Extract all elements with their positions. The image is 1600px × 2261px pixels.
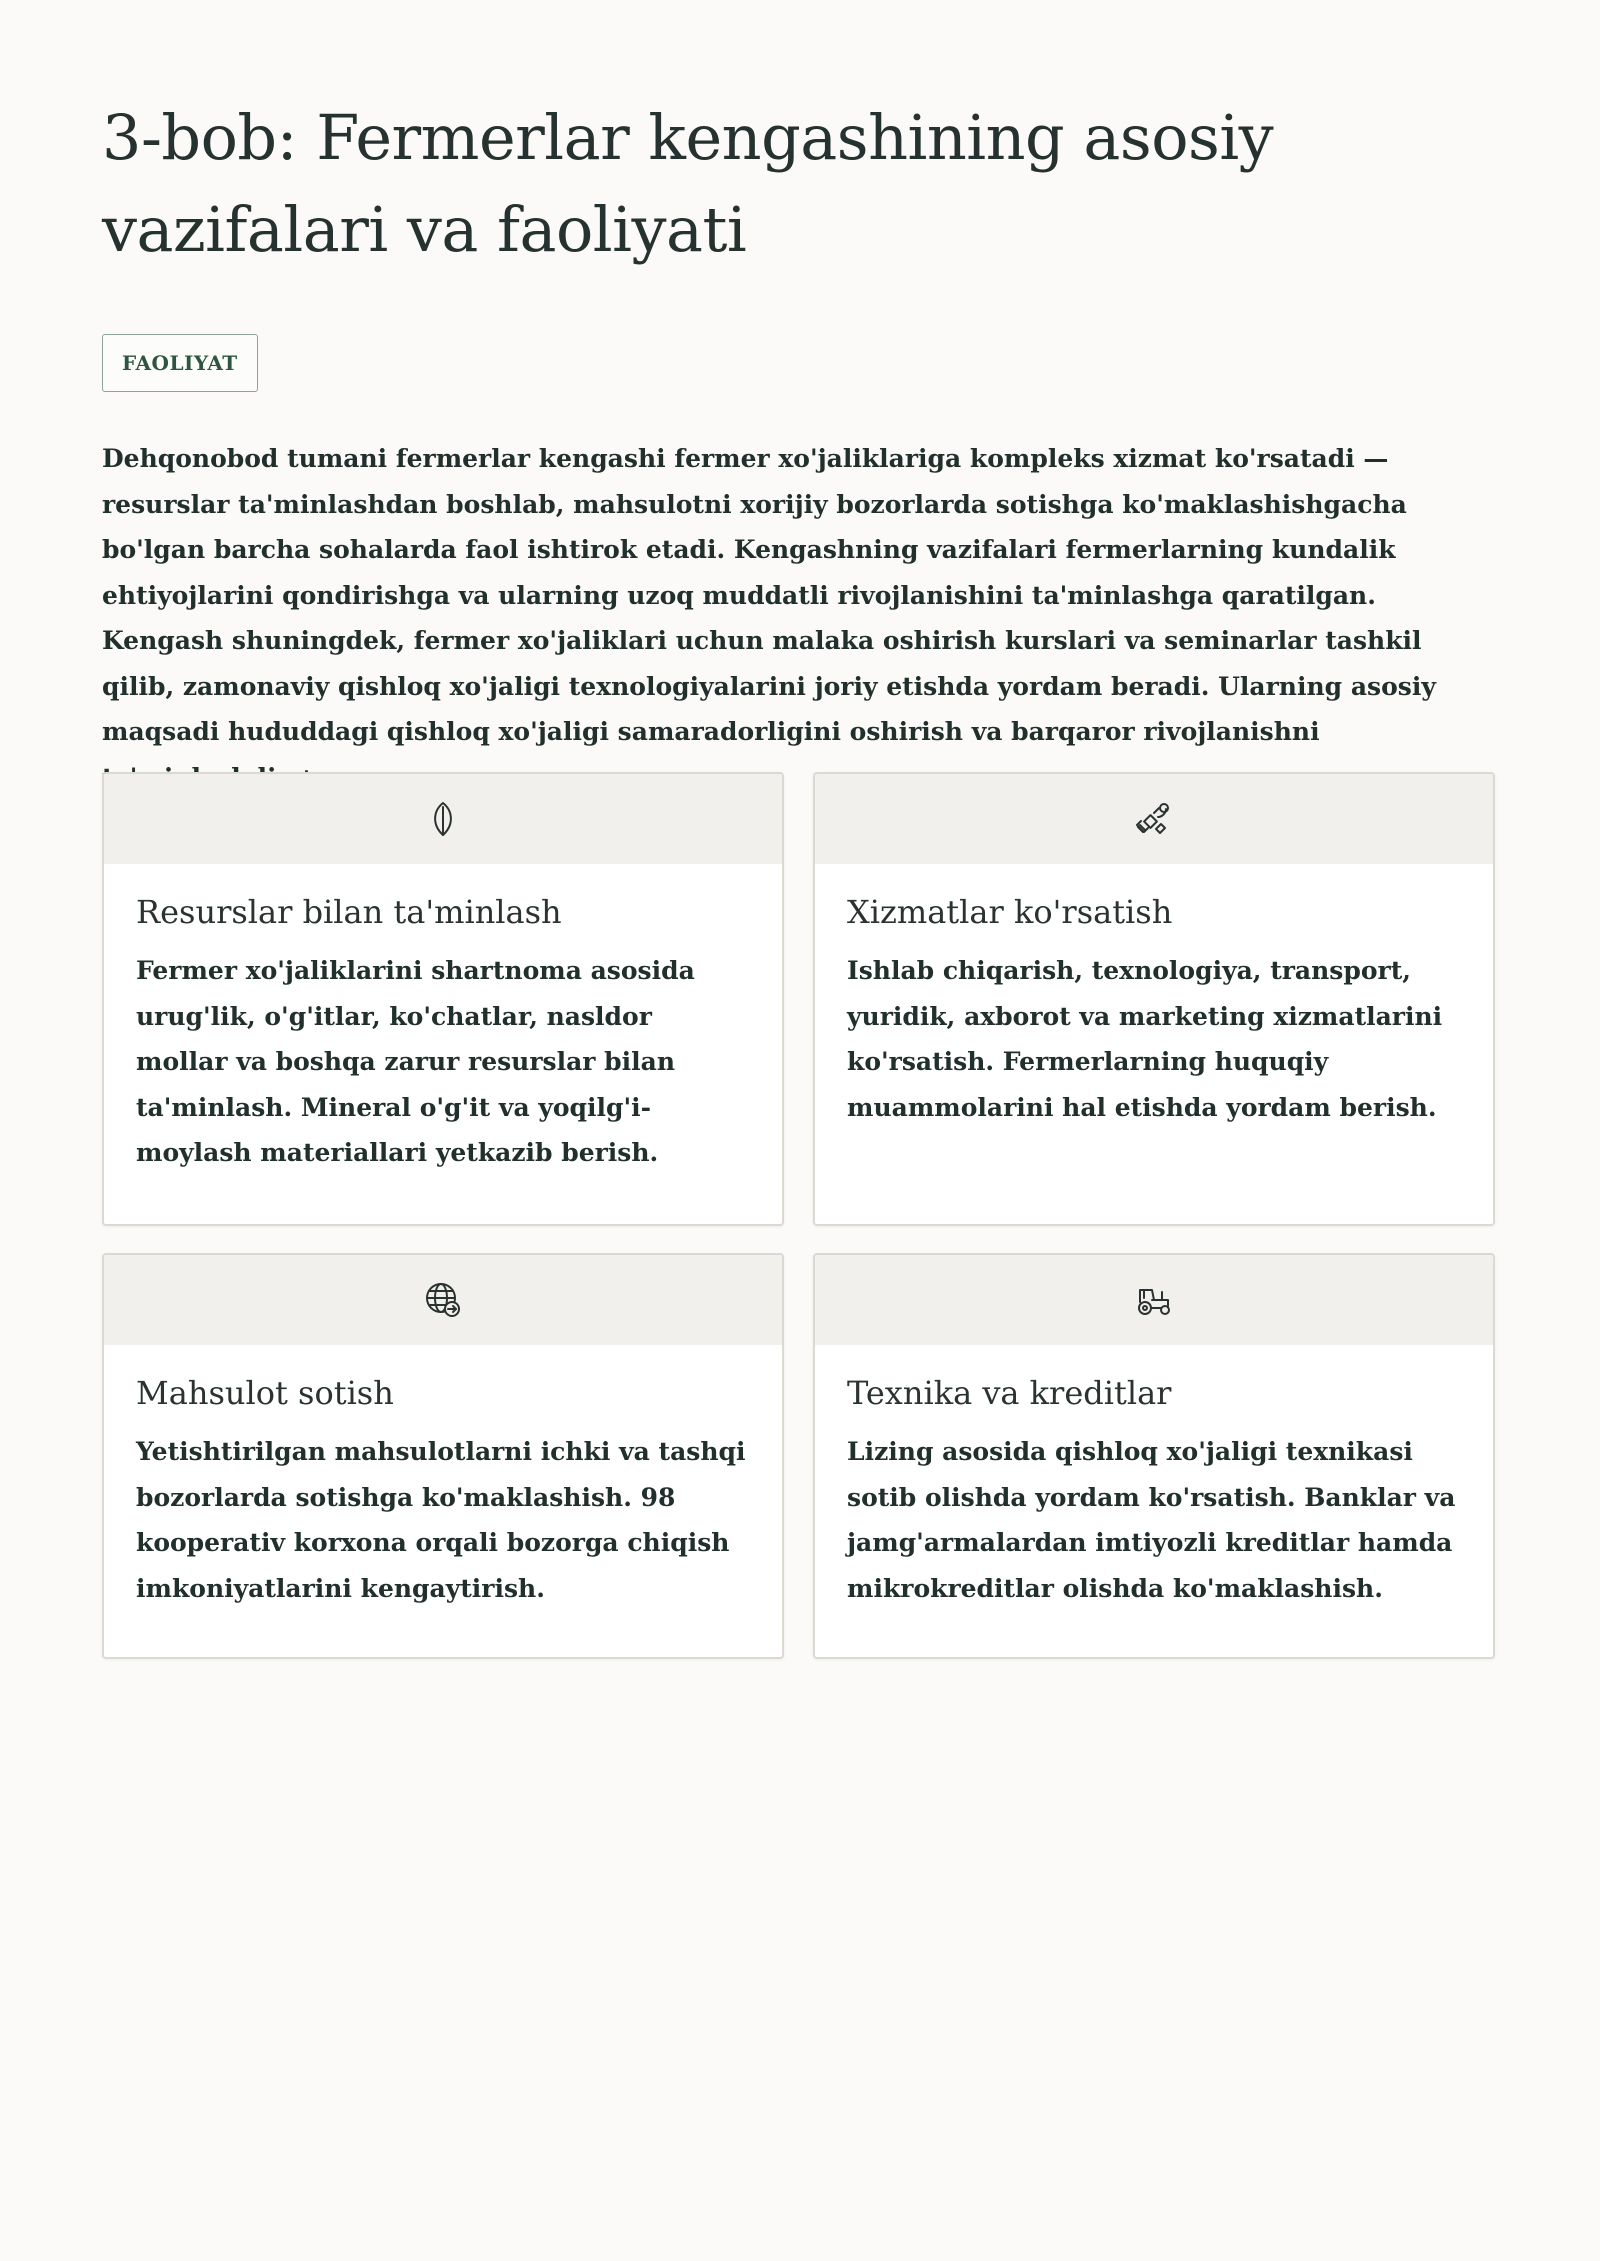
card-title: Xizmatlar ko'rsatish — [847, 893, 1173, 931]
leaf-icon — [423, 799, 463, 839]
tractor-icon — [1134, 1280, 1174, 1320]
satellite-icon — [1134, 799, 1174, 839]
card-title: Resurslar bilan ta'minlash — [136, 893, 562, 931]
card-text: Fermer xo'jaliklarini shartnoma asosida urug'lik, o'g'itlar, ko'chatlar, nasldor mollar va boshqa zarur resurslar bilan ta'minlash. Mineral o'g'it va yoqilg'i-moylash materiallari yetkazib berish. — [136, 956, 695, 1167]
card-text: Lizing asosida qishloq xo'jaligi texnikasi sotib olishda yordam ko'rsatish. Banklar va jamg'armalardan imtiyozli kreditlar hamda mikrokreditlar olishda ko'maklashish. — [847, 1437, 1456, 1603]
card-header — [815, 774, 1493, 864]
card-machinery-credit — [813, 1253, 1495, 1659]
card-header — [104, 1255, 782, 1345]
card-text: Yetishtirilgan mahsulotlarni ichki va tashqi bozorlarda sotishga ko'maklashish. 98 kooperativ korxona orqali bozorga chiqish imkoniyatlarini kengaytirish. — [136, 1437, 746, 1603]
card-text: Ishlab chiqarish, texnologiya, transport, yuridik, axborot va marketing xizmatlarini ko'rsatish. Fermerlarning huquqiy muammolarini hal etishda yordam berish. — [847, 956, 1443, 1122]
card-title: Mahsulot sotish — [136, 1374, 394, 1412]
card-resources — [102, 772, 784, 1226]
card-services — [813, 772, 1495, 1226]
card-header — [815, 1255, 1493, 1345]
chapter-page — [102, 0, 1498, 1603]
card-header — [104, 774, 782, 864]
chapter-title: 3-bob: Fermerlar kengashining asosiy vazifalari va faoliyati — [102, 101, 1274, 266]
card-sales — [102, 1253, 784, 1659]
section-tag: FAOLIYAT — [102, 334, 258, 392]
card-title: Texnika va kreditlar — [847, 1374, 1172, 1412]
globe-export-icon — [423, 1280, 463, 1320]
intro-paragraph: Dehqonobod tumani fermerlar kengashi fermer xo'jaliklariga kompleks xizmat ko'rsatadi — resurslar ta'minlashdan boshlab, mahsulotni xorijiy bozorlarda sotishga ko'maklashishgacha bo'lgan barcha sohalarda faol ishtirok etadi. Kengashning vazifalari fermerlarning kundalik ehtiyojlarini qondirishga va ularning uzoq muddatli rivojlanishini ta'minlashga qaratilgan. Kengash shuningdek, fermer xo'jaliklari uchun malaka oshirish kurslari va seminarlar tashkil qilib, zamonaviy qishloq xo'jaligi texnologiyalarini joriy etishda yordam beradi. Ularning asosiy maqsadi hududdagi qishloq xo'jaligi samaradorligini oshirish va barqaror rivojlanishni — [102, 444, 1436, 746]
